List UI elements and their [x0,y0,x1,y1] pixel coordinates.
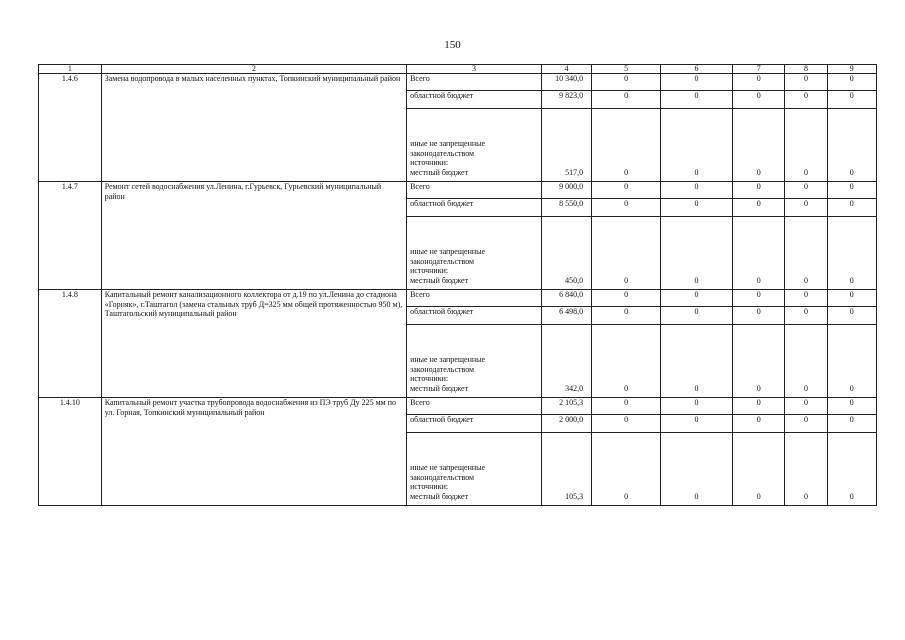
value-cell: 0 [827,74,876,91]
column-header: 7 [733,65,785,74]
table-row [39,398,877,415]
value-cell: 0 [661,307,733,325]
source-other-line: законодательством [410,148,475,158]
value-cell: 0 [785,415,827,433]
value-cell: 0 [592,398,661,415]
value-cell: 0 [785,290,827,307]
value-cell: 0 [661,74,733,91]
value-cell: 0 [592,182,661,199]
source-total-label: Всего [407,182,542,199]
table-row [39,74,877,91]
value-cell: 0 [592,91,661,109]
value-cell: 0 [661,91,733,109]
value-cell: 0 [592,433,661,506]
value-cell: 6 498,0 [541,307,591,325]
value-cell: 9 000,0 [541,182,591,199]
value-cell: 0 [592,307,661,325]
item-code: 1.4.8 [39,290,102,398]
value-cell: 0 [827,91,876,109]
source-other-line: местный бюджет [410,275,469,285]
value-cell: 0 [592,415,661,433]
value-cell: 0 [827,398,876,415]
source-other-line: местный бюджет [410,167,469,177]
column-header: 3 [407,65,542,74]
header-row [39,65,877,74]
value-cell: 0 [661,398,733,415]
source-other-line: иные не запрещенные [410,139,486,148]
value-cell: 0 [733,433,785,506]
value-cell: 0 [733,199,785,217]
value-cell: 0 [733,74,785,91]
column-header: 4 [541,65,591,74]
item-code: 1.4.6 [39,74,102,182]
table-row [39,182,877,199]
value-cell: 0 [661,199,733,217]
source-other-line: иные не запрещенные [410,247,486,256]
value-cell: 0 [827,182,876,199]
source-other-line: иные не запрещенные [410,463,486,472]
table-row [39,290,877,307]
column-header: 6 [661,65,733,74]
source-other-line: законодательством [410,364,475,374]
value-cell: 2 105,3 [541,398,591,415]
value-cell: 0 [733,182,785,199]
source-other-label [407,325,542,398]
value-cell: 9 823,0 [541,91,591,109]
value-cell: 0 [733,325,785,398]
value-cell: 0 [661,290,733,307]
item-name: Замена водопровода в малых населенных пунктах, Топкинский муниципальный район [101,74,406,182]
value-cell: 105,3 [541,433,591,506]
value-cell: 0 [592,199,661,217]
value-cell: 0 [592,74,661,91]
value-cell: 0 [827,415,876,433]
source-regional-label: областной бюджет [407,91,542,109]
value-cell: 0 [661,182,733,199]
value-cell: 0 [785,182,827,199]
value-cell: 0 [733,217,785,290]
item-code: 1.4.10 [39,398,102,506]
value-cell: 6 840,0 [541,290,591,307]
value-cell: 0 [785,307,827,325]
column-header: 5 [592,65,661,74]
value-cell: 0 [785,217,827,290]
value-cell: 0 [661,217,733,290]
value-cell: 0 [733,415,785,433]
page-number: 150 [444,39,461,51]
value-cell: 0 [785,325,827,398]
column-header: 9 [827,65,876,74]
value-cell: 0 [827,199,876,217]
item-name: Ремонт сетей водоснабжения ул.Ленина, г.Гурьевск, Гурьевский муниципальный район [101,182,406,290]
column-header: 8 [785,65,827,74]
value-cell: 0 [785,91,827,109]
value-cell: 0 [661,415,733,433]
value-cell: 0 [827,217,876,290]
item-code: 1.4.7 [39,182,102,290]
source-total-label: Всего [407,74,542,91]
value-cell: 0 [592,217,661,290]
value-cell: 0 [733,290,785,307]
value-cell: 0 [733,307,785,325]
value-cell: 10 340,0 [541,74,591,91]
source-other-line: законодательством [410,256,475,266]
value-cell: 0 [785,398,827,415]
value-cell: 0 [733,91,785,109]
value-cell: 0 [785,433,827,506]
source-total-label: Всего [407,398,542,415]
value-cell: 450,0 [541,217,591,290]
value-cell: 517,0 [541,109,591,182]
source-other-label [407,109,542,182]
source-other-line: источники: [410,374,449,383]
value-cell: 0 [592,290,661,307]
value-cell: 0 [785,109,827,182]
source-regional-label: областной бюджет [407,415,542,433]
item-name: Капитальный ремонт участка трубопровода водоснабжения из ПЭ труб Ду 225 мм по ул. Горная, Топкинский муниципальный район [101,398,406,506]
source-other-line: законодательством [410,472,475,482]
value-cell: 0 [827,109,876,182]
value-cell: 2 000,0 [541,415,591,433]
source-regional-label: областной бюджет [407,199,542,217]
budget-table [38,64,877,506]
source-other-line: источники: [410,482,449,491]
source-other-label [407,433,542,506]
value-cell: 0 [661,433,733,506]
source-total-label: Всего [407,290,542,307]
value-cell: 0 [661,325,733,398]
item-name: Капитальный ремонт канализационного коллектора от д.19 по ул.Ленина до стадиона «Горняк», г.Таштагол (замена стальных труб Д=325 мм общей протяженностью 950 м), Таштагольский муниципальный район [101,290,406,398]
column-header: 1 [39,65,102,74]
source-other-line: иные не запрещенные [410,355,486,364]
value-cell: 0 [785,199,827,217]
value-cell: 0 [827,433,876,506]
value-cell: 0 [827,307,876,325]
value-cell: 0 [592,109,661,182]
value-cell: 8 550,0 [541,199,591,217]
source-other-line: источники: [410,266,449,275]
source-other-line: источники: [410,158,449,167]
value-cell: 0 [661,109,733,182]
value-cell: 0 [733,109,785,182]
value-cell: 0 [733,398,785,415]
column-header: 2 [101,65,406,74]
source-regional-label: областной бюджет [407,307,542,325]
source-other-line: местный бюджет [410,383,469,393]
source-other-label [407,217,542,290]
value-cell: 0 [827,325,876,398]
value-cell: 0 [592,325,661,398]
value-cell: 342,0 [541,325,591,398]
source-other-line: местный бюджет [410,491,469,501]
value-cell: 0 [785,74,827,91]
value-cell: 0 [827,290,876,307]
